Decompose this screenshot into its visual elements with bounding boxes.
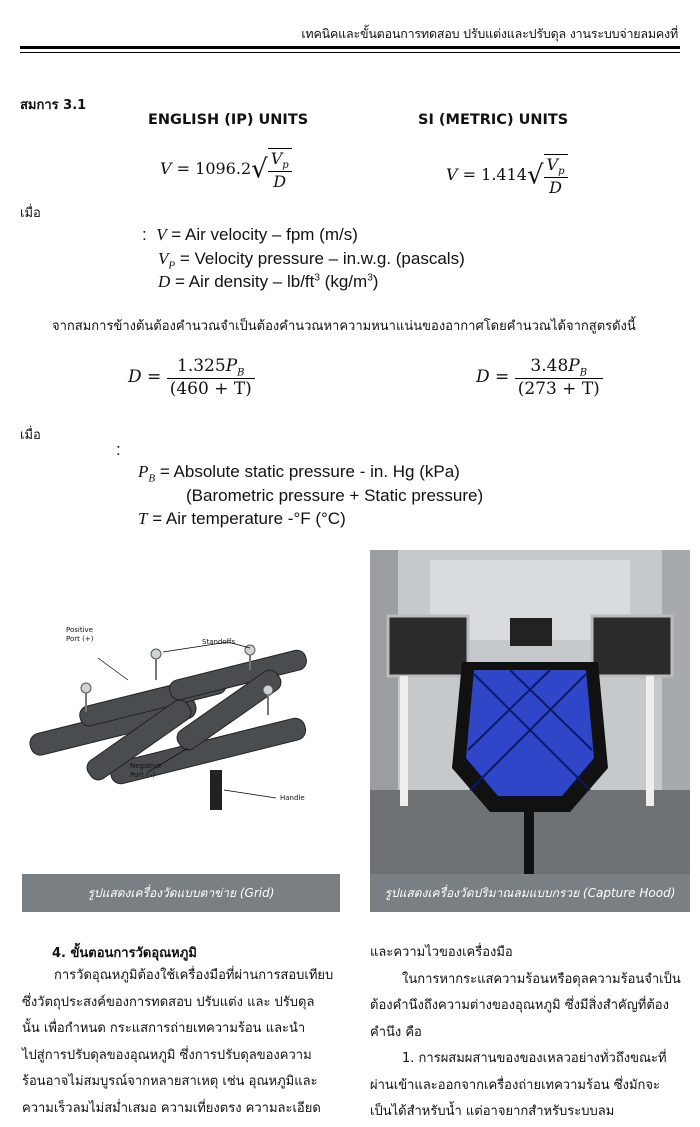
- grid-instrument-illustration: [18, 620, 344, 814]
- left-line-2: ซึ่งวัตถุประสงค์ของการทดสอบ ปรับแต่ง และ ปรับดุล: [22, 994, 315, 1010]
- density-intro-text: จากสมการข้างต้นต้องคำนวณจำเป็นต้องคำนวณหาความหนาแน่นของอากาศโดยคำนวณได้จากสูตรดังนี้: [52, 319, 636, 334]
- left-line-1: การวัดอุณหภูมิต้องใช้เครื่องมือที่ผ่านการสอบเทียบ: [54, 968, 334, 983]
- grid-caption: รูปแสดงเครื่องวัดแบบตาข่าย (Grid): [22, 874, 340, 912]
- velocity-equation-ip: V = 1096.2√ $\frac{V_p}{D}$: [160, 148, 292, 191]
- density-equation-ip: D = $\frac{1.325P_B}{(460 + T)}$: [128, 356, 255, 399]
- section-4-right-column: [370, 940, 692, 1126]
- def-air-temperature: T = Air temperature -°F (°C): [138, 509, 346, 528]
- capture-hood-photo: [370, 550, 690, 876]
- header-rule-thick: [20, 46, 680, 49]
- right-line-5: 1. การผสมผสานของของเหลวอย่างทั่วถึงขณะที่: [402, 1051, 667, 1066]
- section-4-left-column: [22, 963, 342, 1122]
- si-units-heading: SI (METRIC) UNITS: [418, 112, 569, 128]
- def-air-density: D = Air density – $lb/ft^3$ $(kg/m^3)$: [158, 272, 379, 291]
- def-barometric-note: (Barometric pressure + Static pressure): [186, 486, 484, 505]
- right-line-2: ในการหากระแสความร้อนหรือดุลความร้อนจำเป็น: [402, 971, 681, 987]
- handle-label: Handle: [280, 794, 305, 802]
- running-header: เทคนิคและขั้นตอนการทดสอบ ปรับแต่งและปรับดุล งานระบบจ่ายลมคงที่: [301, 26, 678, 41]
- grid-instrument-figure: [18, 620, 344, 814]
- right-line-3: ต้องคำนึงถึงความต่างของอุณหภูมิ ซึ่งมีสิ่งสำคัญที่ต้อง: [370, 998, 669, 1013]
- header-rule-thin: [20, 52, 680, 53]
- defs2-colon: :: [116, 440, 121, 459]
- right-line-4: คำนึง คือ: [370, 1024, 422, 1040]
- right-line-1: และความไวของเครื่องมือ: [370, 945, 513, 960]
- where-label-1: เมื่อ: [20, 206, 41, 221]
- left-line-5: ร้อนอาจไม่สมบูรณ์จากหลายสาเหตุ เช่น อุณหภูมิและ: [22, 1074, 318, 1089]
- left-line-6: ความเร็วลมไม่สม่ำเสมอ ความเที่ยงตรง ความละเอียด: [22, 1100, 321, 1116]
- where-label-2: เมื่อ: [20, 428, 41, 443]
- left-line-3: นั้น เพื่อกำหนด กระแสการถ่ายเทความร้อน และนำ: [22, 1021, 306, 1036]
- standoffs-label: Standoffs: [202, 638, 236, 646]
- capture-hood-illustration: [370, 550, 690, 876]
- negative-port-label: Negative Port (–): [130, 762, 162, 779]
- def-air-velocity: : V = Air velocity – fpm (m/s): [142, 225, 358, 244]
- def-absolute-pressure: $P_B$ = Absolute static pressure - in. Hg (kPa): [138, 462, 460, 485]
- equation-label: สมการ 3.1: [20, 98, 87, 113]
- right-line-7: เป็นได้สำหรับน้ำ แต่อาจยากสำหรับระบบลม: [370, 1104, 615, 1119]
- english-units-heading: ENGLISH (IP) UNITS: [148, 112, 309, 128]
- density-equation-si: D = $\frac{3.48P_B}{(273 + T)}$: [476, 356, 603, 399]
- positive-port-label: Positive Port (+): [66, 626, 94, 643]
- def-velocity-pressure: $V_P$ = Velocity pressure – in.w.g. (pascals): [158, 249, 465, 272]
- velocity-equation-si: V = 1.414√ $\frac{V_p}{D}$: [446, 154, 568, 197]
- left-line-4: ไปสู่การปรับดุลของอุณหภูมิ ซึ่งการปรับดุลของความ: [22, 1047, 312, 1063]
- section-4-heading: 4. ขั้นตอนการวัดอุณหภูมิ: [52, 946, 197, 961]
- right-line-6: ผ่านเข้าและออกจากเครื่องถ่ายเทความร้อน ซึ่งมักจะ: [370, 1077, 660, 1093]
- capture-hood-caption: รูปแสดงเครื่องวัดปริมาณลมแบบกรวย (Capture Hood): [370, 874, 690, 912]
